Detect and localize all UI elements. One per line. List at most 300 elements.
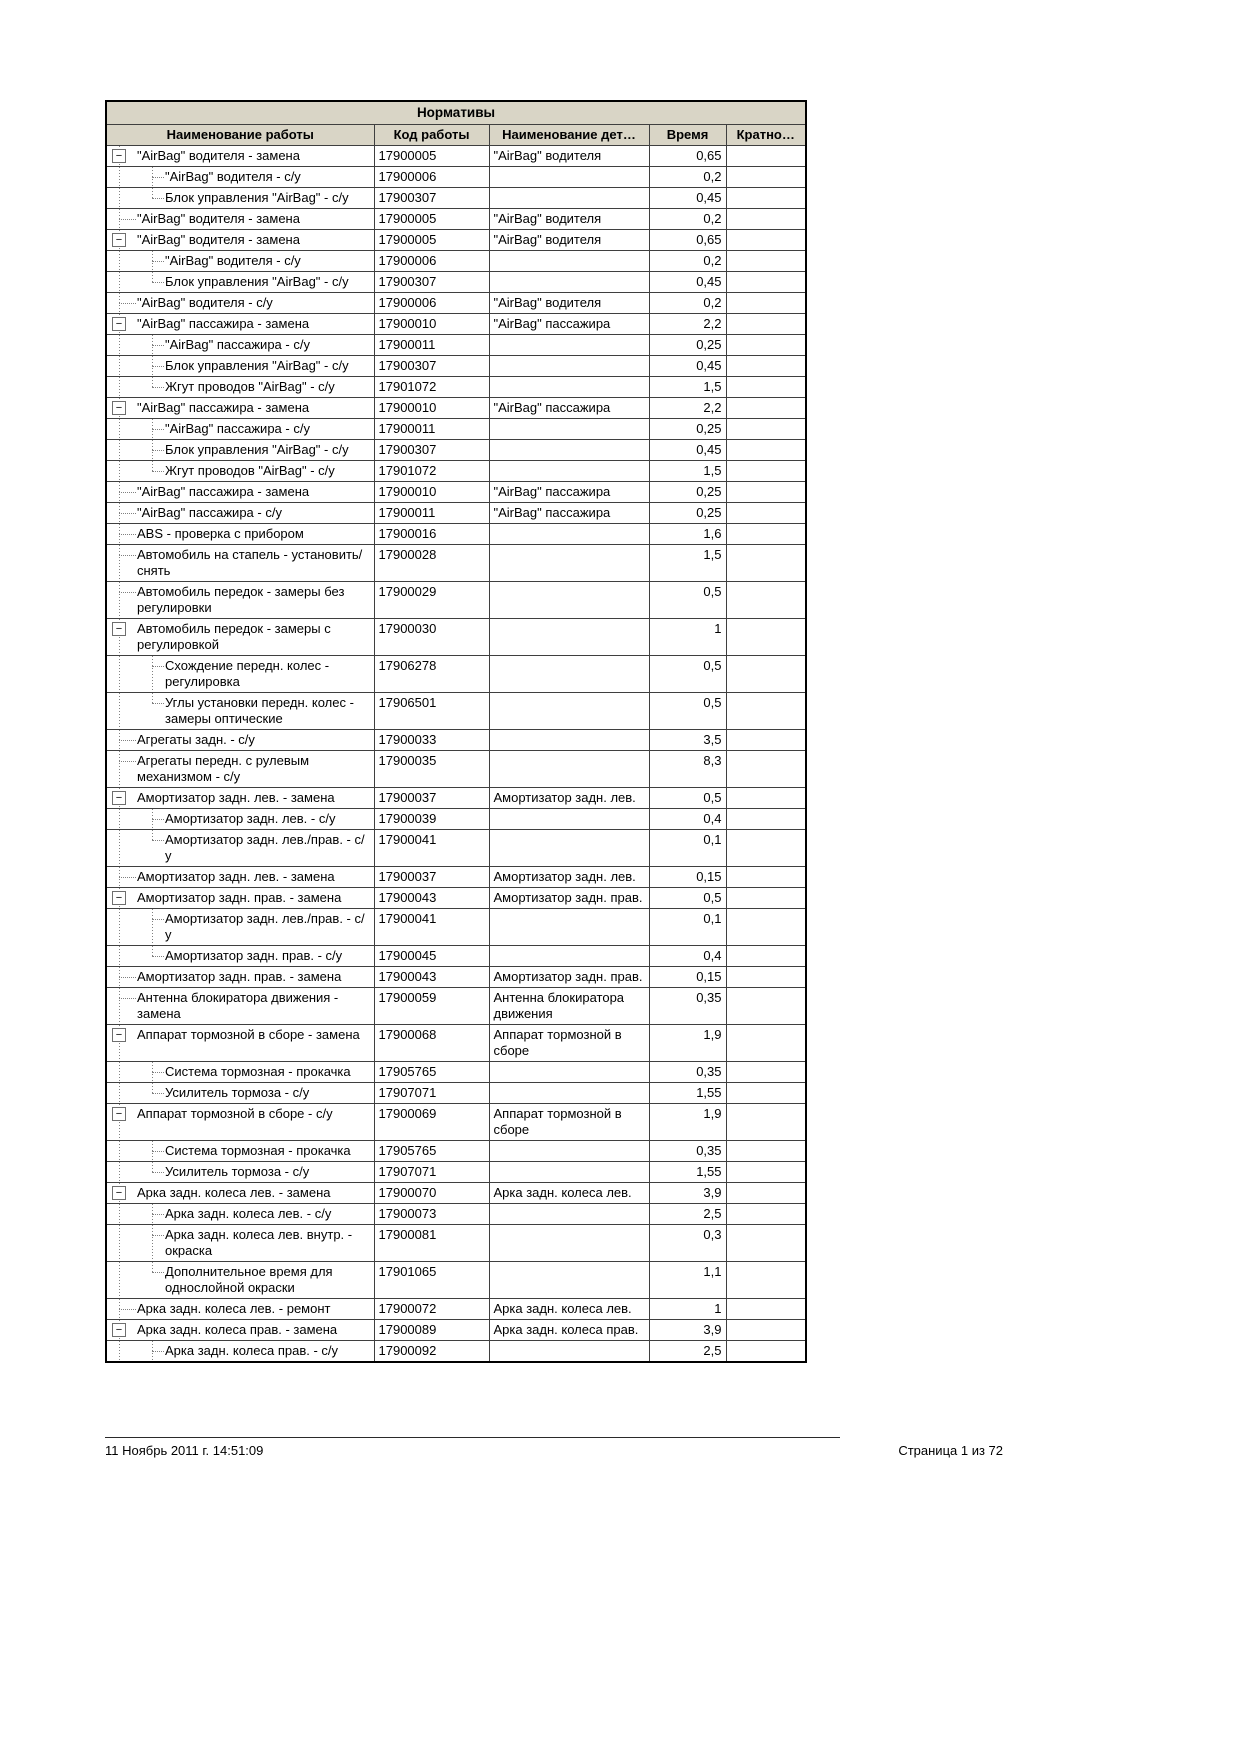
tree-expand-icon[interactable]: − xyxy=(112,1323,126,1337)
table-row xyxy=(106,272,806,293)
time-value: 0,5 xyxy=(649,888,726,909)
mult-value xyxy=(726,788,806,809)
tree-connector-icon xyxy=(152,1172,164,1173)
work-code: 17900307 xyxy=(374,272,489,293)
print-datetime: 11 Ноябрь 2011 г. 14:51:09 xyxy=(105,1443,264,1458)
tree-expand-icon[interactable]: − xyxy=(112,791,126,805)
mult-value xyxy=(726,1162,806,1183)
time-value: 0,35 xyxy=(649,1062,726,1083)
tree-expand-icon[interactable]: − xyxy=(112,317,126,331)
table-row xyxy=(106,867,806,888)
work-name: Усилитель тормоза - с/у xyxy=(165,1085,310,1100)
mult-value xyxy=(726,545,806,582)
work-name-cell xyxy=(106,188,374,209)
work-name: Система тормозная - прокачка xyxy=(165,1064,351,1079)
work-name-cell xyxy=(106,967,374,988)
work-code: 17900016 xyxy=(374,524,489,545)
col-header-work-code: Код работы xyxy=(374,125,489,146)
tree-connector-icon xyxy=(119,998,136,999)
work-code: 17900068 xyxy=(374,1025,489,1062)
work-name: Блок управления "AirBag" - с/у xyxy=(165,274,349,289)
work-name-cell xyxy=(106,524,374,545)
table-row xyxy=(106,209,806,230)
table-row xyxy=(106,788,806,809)
work-name: "AirBag" водителя - замена xyxy=(137,232,300,247)
tree-connector-icon xyxy=(152,1272,164,1273)
mult-value xyxy=(726,1062,806,1083)
work-code: 17900028 xyxy=(374,545,489,582)
time-value: 0,35 xyxy=(649,988,726,1025)
part-name xyxy=(489,272,649,293)
time-value: 0,25 xyxy=(649,419,726,440)
time-value: 0,25 xyxy=(649,503,726,524)
mult-value xyxy=(726,693,806,730)
mult-value xyxy=(726,967,806,988)
work-name-cell xyxy=(106,1141,374,1162)
work-name: Жгут проводов "AirBag" - с/у xyxy=(165,379,335,394)
tree-expand-icon[interactable]: − xyxy=(112,1028,126,1042)
work-code: 17900011 xyxy=(374,503,489,524)
tree-connector-icon xyxy=(152,1235,164,1236)
part-name: Аппарат тормозной в сборе xyxy=(489,1025,649,1062)
time-value: 2,2 xyxy=(649,398,726,419)
mult-value xyxy=(726,888,806,909)
table-row xyxy=(106,988,806,1025)
work-code: 17900006 xyxy=(374,251,489,272)
tree-expand-icon[interactable]: − xyxy=(112,1107,126,1121)
time-value: 1,55 xyxy=(649,1162,726,1183)
time-value: 0,65 xyxy=(649,230,726,251)
work-name: Арка задн. колеса лев. - с/у xyxy=(165,1206,332,1221)
tree-connector-icon xyxy=(152,261,164,262)
part-name xyxy=(489,524,649,545)
part-name xyxy=(489,167,649,188)
work-code: 17900307 xyxy=(374,188,489,209)
part-name xyxy=(489,909,649,946)
tree-expand-icon[interactable]: − xyxy=(112,233,126,247)
part-name: Амортизатор задн. лев. xyxy=(489,788,649,809)
part-name: "AirBag" пассажира xyxy=(489,503,649,524)
work-name-cell xyxy=(106,1062,374,1083)
table-row xyxy=(106,356,806,377)
tree-connector-icon xyxy=(119,1309,136,1310)
work-name: Арка задн. колеса прав. - замена xyxy=(137,1322,338,1337)
tree-connector-icon xyxy=(119,534,136,535)
time-value: 1,9 xyxy=(649,1025,726,1062)
table-row xyxy=(106,1320,806,1341)
tree-connector-icon xyxy=(152,666,164,667)
part-name xyxy=(489,1083,649,1104)
work-name-cell xyxy=(106,209,374,230)
time-value: 0,3 xyxy=(649,1225,726,1262)
col-header-work-name: Наименование работы xyxy=(106,125,374,146)
part-name xyxy=(489,693,649,730)
work-name: "AirBag" водителя - с/у xyxy=(165,169,301,184)
time-value: 0,35 xyxy=(649,1141,726,1162)
table-row xyxy=(106,1262,806,1299)
tree-connector-icon xyxy=(152,198,164,199)
work-code: 17900011 xyxy=(374,419,489,440)
time-value: 1,1 xyxy=(649,1262,726,1299)
time-value: 8,3 xyxy=(649,751,726,788)
work-name-cell xyxy=(106,314,374,335)
part-name xyxy=(489,1062,649,1083)
part-name: Амортизатор задн. прав. xyxy=(489,967,649,988)
tree-connector-icon xyxy=(119,513,136,514)
work-name: Арка задн. колеса лев. - замена xyxy=(137,1185,331,1200)
work-name-cell xyxy=(106,1183,374,1204)
table-header-row xyxy=(106,125,806,146)
mult-value xyxy=(726,830,806,867)
work-name-cell xyxy=(106,988,374,1025)
work-code: 17906278 xyxy=(374,656,489,693)
part-name: "AirBag" водителя xyxy=(489,293,649,314)
table-row xyxy=(106,419,806,440)
table-row xyxy=(106,751,806,788)
tree-connector-icon xyxy=(152,919,164,920)
part-name xyxy=(489,730,649,751)
work-code: 17900006 xyxy=(374,293,489,314)
work-name: Аппарат тормозной в сборе - замена xyxy=(137,1027,360,1042)
time-value: 0,5 xyxy=(649,693,726,730)
table-row xyxy=(106,830,806,867)
work-name: "AirBag" пассажира - замена xyxy=(137,316,310,331)
work-code: 17900089 xyxy=(374,1320,489,1341)
table-row xyxy=(106,293,806,314)
work-code: 17900033 xyxy=(374,730,489,751)
mult-value xyxy=(726,251,806,272)
table-row xyxy=(106,545,806,582)
table-row xyxy=(106,888,806,909)
mult-value xyxy=(726,730,806,751)
part-name: Арка задн. колеса лев. xyxy=(489,1299,649,1320)
mult-value xyxy=(726,867,806,888)
time-value: 1 xyxy=(649,619,726,656)
table-row xyxy=(106,1104,806,1141)
tree-connector-icon xyxy=(152,703,164,704)
mult-value xyxy=(726,146,806,167)
part-name xyxy=(489,619,649,656)
work-name-cell xyxy=(106,619,374,656)
col-header-mult: Кратно… xyxy=(726,125,806,146)
table-row xyxy=(106,1025,806,1062)
time-value: 2,2 xyxy=(649,314,726,335)
mult-value xyxy=(726,314,806,335)
mult-value xyxy=(726,230,806,251)
work-name: Арка задн. колеса прав. - с/у xyxy=(165,1343,339,1358)
time-value: 0,45 xyxy=(649,356,726,377)
work-code: 17900030 xyxy=(374,619,489,656)
mult-value xyxy=(726,1104,806,1141)
part-name: "AirBag" водителя xyxy=(489,146,649,167)
tree-expand-icon[interactable]: − xyxy=(112,149,126,163)
work-name-cell xyxy=(106,1104,374,1141)
part-name xyxy=(489,440,649,461)
table-row xyxy=(106,967,806,988)
table-row xyxy=(106,619,806,656)
tree-connector-icon xyxy=(152,1093,164,1094)
table-row xyxy=(106,1062,806,1083)
table-row xyxy=(106,1204,806,1225)
work-code: 17900059 xyxy=(374,988,489,1025)
tree-connector-icon xyxy=(119,219,136,220)
work-code: 17900081 xyxy=(374,1225,489,1262)
work-name-cell xyxy=(106,230,374,251)
mult-value xyxy=(726,419,806,440)
work-name-cell xyxy=(106,788,374,809)
table-row xyxy=(106,377,806,398)
part-name: Антенна блокиратора движения xyxy=(489,988,649,1025)
work-name: Агрегаты передн. с рулевым механизмом - с/у xyxy=(137,753,310,784)
table-row xyxy=(106,946,806,967)
time-value: 0,2 xyxy=(649,167,726,188)
tree-connector-icon xyxy=(119,740,136,741)
table-row xyxy=(106,146,806,167)
time-value: 1,5 xyxy=(649,545,726,582)
tree-connector-icon xyxy=(152,1151,164,1152)
time-value: 0,4 xyxy=(649,946,726,967)
mult-value xyxy=(726,482,806,503)
tree-expand-icon[interactable]: − xyxy=(112,1186,126,1200)
page-footer xyxy=(105,1437,1003,1458)
part-name xyxy=(489,1341,649,1363)
work-name: Агрегаты задн. - с/у xyxy=(137,732,255,747)
work-name-cell xyxy=(106,1025,374,1062)
col-header-time: Время xyxy=(649,125,726,146)
table-row xyxy=(106,730,806,751)
work-code: 17900006 xyxy=(374,167,489,188)
work-name: Амортизатор задн. лев. - с/у xyxy=(165,811,336,826)
work-name-cell xyxy=(106,693,374,730)
work-name-cell xyxy=(106,146,374,167)
mult-value xyxy=(726,619,806,656)
table-row xyxy=(106,1341,806,1363)
work-name-cell xyxy=(106,1204,374,1225)
work-code: 17900005 xyxy=(374,146,489,167)
mult-value xyxy=(726,1025,806,1062)
part-name: "AirBag" водителя xyxy=(489,230,649,251)
time-value: 0,5 xyxy=(649,788,726,809)
time-value: 0,45 xyxy=(649,272,726,293)
mult-value xyxy=(726,751,806,788)
tree-connector-icon xyxy=(152,450,164,451)
tree-expand-icon[interactable]: − xyxy=(112,891,126,905)
work-code: 17900307 xyxy=(374,356,489,377)
work-name: "AirBag" водителя - замена xyxy=(137,211,300,226)
work-name: Усилитель тормоза - с/у xyxy=(165,1164,310,1179)
work-code: 17900029 xyxy=(374,582,489,619)
mult-value xyxy=(726,1204,806,1225)
time-value: 0,2 xyxy=(649,293,726,314)
tree-connector-icon xyxy=(152,840,164,841)
work-name-cell xyxy=(106,1083,374,1104)
mult-value xyxy=(726,1299,806,1320)
part-name xyxy=(489,656,649,693)
work-name: "AirBag" пассажира - замена xyxy=(137,400,310,415)
table-row xyxy=(106,1225,806,1262)
work-name-cell xyxy=(106,545,374,582)
mult-value xyxy=(726,461,806,482)
mult-value xyxy=(726,656,806,693)
work-name: Амортизатор задн. прав. - с/у xyxy=(165,948,343,963)
work-code: 17900005 xyxy=(374,230,489,251)
table-row xyxy=(106,1162,806,1183)
work-name-cell xyxy=(106,377,374,398)
work-name-cell xyxy=(106,656,374,693)
time-value: 1,9 xyxy=(649,1104,726,1141)
mult-value xyxy=(726,946,806,967)
work-name: Автомобиль на стапель - установить/снять xyxy=(137,547,363,578)
time-value: 1,5 xyxy=(649,461,726,482)
work-code: 17900073 xyxy=(374,1204,489,1225)
work-code: 17905765 xyxy=(374,1062,489,1083)
work-name: Амортизатор задн. прав. - замена xyxy=(137,969,342,984)
tree-connector-icon xyxy=(119,877,136,878)
work-name: "AirBag" водителя - с/у xyxy=(165,253,301,268)
tree-connector-icon xyxy=(152,956,164,957)
time-value: 1,5 xyxy=(649,377,726,398)
mult-value xyxy=(726,335,806,356)
part-name xyxy=(489,809,649,830)
work-code: 17900070 xyxy=(374,1183,489,1204)
mult-value xyxy=(726,293,806,314)
tree-expand-icon[interactable]: − xyxy=(112,622,126,636)
part-name xyxy=(489,1162,649,1183)
part-name: "AirBag" пассажира xyxy=(489,482,649,503)
mult-value xyxy=(726,1341,806,1363)
mult-value xyxy=(726,1320,806,1341)
work-code: 17900045 xyxy=(374,946,489,967)
work-code: 17901072 xyxy=(374,377,489,398)
work-code: 17900005 xyxy=(374,209,489,230)
work-name-cell xyxy=(106,440,374,461)
work-name: Блок управления "AirBag" - с/у xyxy=(165,358,349,373)
part-name: Арка задн. колеса лев. xyxy=(489,1183,649,1204)
work-name-cell xyxy=(106,1320,374,1341)
work-code: 17900010 xyxy=(374,398,489,419)
mult-value xyxy=(726,1183,806,1204)
mult-value xyxy=(726,440,806,461)
work-name-cell xyxy=(106,1299,374,1320)
work-code: 17906501 xyxy=(374,693,489,730)
tree-connector-icon xyxy=(119,303,136,304)
work-name: Автомобиль передок - замеры без регулировки xyxy=(137,584,345,615)
work-name-cell xyxy=(106,830,374,867)
tree-expand-icon[interactable]: − xyxy=(112,401,126,415)
part-name xyxy=(489,582,649,619)
time-value: 0,1 xyxy=(649,830,726,867)
work-code: 17900010 xyxy=(374,482,489,503)
table-row xyxy=(106,1083,806,1104)
time-value: 3,9 xyxy=(649,1320,726,1341)
time-value: 1 xyxy=(649,1299,726,1320)
work-name: Амортизатор задн. прав. - замена xyxy=(137,890,342,905)
time-value: 1,6 xyxy=(649,524,726,545)
table-row xyxy=(106,482,806,503)
work-code: 17900043 xyxy=(374,888,489,909)
time-value: 0,2 xyxy=(649,251,726,272)
tree-connector-icon xyxy=(152,177,164,178)
work-name-cell xyxy=(106,167,374,188)
work-code: 17900011 xyxy=(374,335,489,356)
table-row xyxy=(106,314,806,335)
tree-connector-icon xyxy=(152,429,164,430)
page-indicator: Страница 1 из 72 xyxy=(898,1443,1003,1458)
time-value: 0,25 xyxy=(649,482,726,503)
work-code: 17900039 xyxy=(374,809,489,830)
table-row xyxy=(106,398,806,419)
work-name: Арка задн. колеса лев. внутр. - окраска xyxy=(165,1227,353,1258)
time-value: 0,15 xyxy=(649,967,726,988)
work-code: 17900307 xyxy=(374,440,489,461)
mult-value xyxy=(726,272,806,293)
table-row xyxy=(106,1183,806,1204)
table-row xyxy=(106,251,806,272)
part-name xyxy=(489,1262,649,1299)
mult-value xyxy=(726,209,806,230)
mult-value xyxy=(726,356,806,377)
work-name: Блок управления "AirBag" - с/у xyxy=(165,190,349,205)
work-code: 17907071 xyxy=(374,1162,489,1183)
work-name-cell xyxy=(106,946,374,967)
tree-connector-icon xyxy=(152,1351,164,1352)
part-name xyxy=(489,545,649,582)
work-name: "AirBag" пассажира - с/у xyxy=(165,337,310,352)
time-value: 3,9 xyxy=(649,1183,726,1204)
work-code: 17901072 xyxy=(374,461,489,482)
part-name: "AirBag" пассажира xyxy=(489,314,649,335)
part-name: Арка задн. колеса прав. xyxy=(489,1320,649,1341)
part-name xyxy=(489,377,649,398)
work-code: 17900041 xyxy=(374,830,489,867)
time-value: 0,5 xyxy=(649,582,726,619)
work-name: Антенна блокиратора движения - замена xyxy=(137,990,339,1021)
work-name-cell xyxy=(106,730,374,751)
work-name: Схождение передн. колес - регулировка xyxy=(165,658,330,689)
work-name-cell xyxy=(106,888,374,909)
work-name: Система тормозная - прокачка xyxy=(165,1143,351,1158)
work-name-cell xyxy=(106,1162,374,1183)
part-name xyxy=(489,946,649,967)
work-name-cell xyxy=(106,419,374,440)
time-value: 0,45 xyxy=(649,440,726,461)
table-row xyxy=(106,809,806,830)
work-code: 17900037 xyxy=(374,788,489,809)
work-name-cell xyxy=(106,867,374,888)
part-name xyxy=(489,751,649,788)
part-name xyxy=(489,251,649,272)
tree-connector-icon xyxy=(152,366,164,367)
work-code: 17900069 xyxy=(374,1104,489,1141)
work-name-cell xyxy=(106,582,374,619)
part-name xyxy=(489,830,649,867)
tree-connector-icon xyxy=(152,282,164,283)
work-name: "AirBag" водителя - замена xyxy=(137,148,300,163)
mult-value xyxy=(726,377,806,398)
table-row xyxy=(106,461,806,482)
work-name: Амортизатор задн. лев. - замена xyxy=(137,869,335,884)
tree-connector-icon xyxy=(152,345,164,346)
table-row xyxy=(106,167,806,188)
table-row xyxy=(106,656,806,693)
work-name: Углы установки передн. колес - замеры оптические xyxy=(165,695,354,726)
part-name xyxy=(489,335,649,356)
work-code: 17900035 xyxy=(374,751,489,788)
work-name-cell xyxy=(106,1225,374,1262)
table-row xyxy=(106,1299,806,1320)
part-name: "AirBag" водителя xyxy=(489,209,649,230)
tree-connector-icon xyxy=(119,977,136,978)
